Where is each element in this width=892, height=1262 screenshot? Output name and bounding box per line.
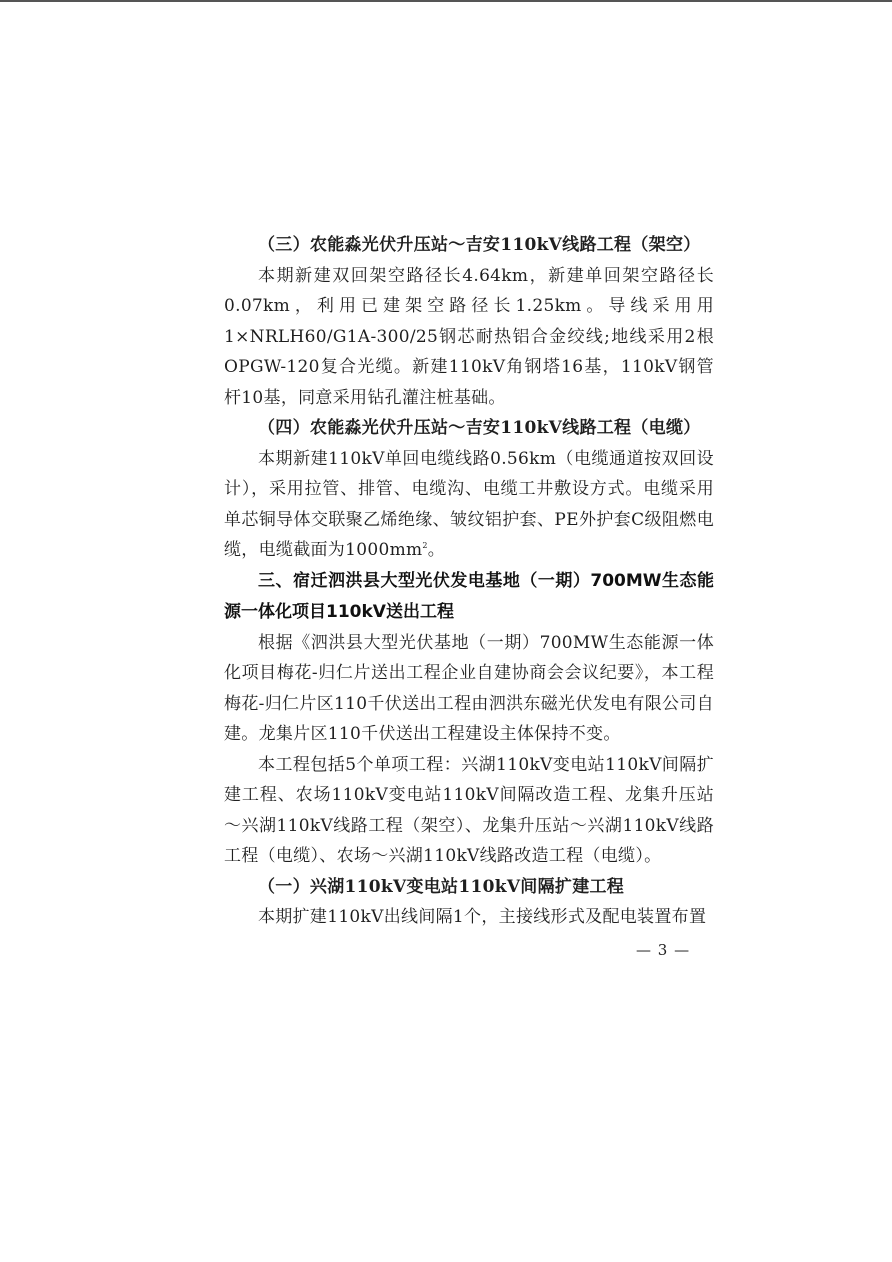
subheading-4: （四）农能淼光伏升压站～吉安110kV线路工程（电缆） (258, 418, 701, 438)
paragraph-meeting-minutes: 根据《泗洪县大型光伏基地（一期）700MW生态能源一体化项目梅花-归仁片送出工程企业自建协商会会议纪要》，本工程梅花-归仁片区110千伏送出工程由泗洪东磁光伏发电有限公司自建。龙集片区110千伏送出工程建设主体保持不变。 (224, 632, 714, 744)
cable-text: 本期新建110kV单回电缆线路0.56km（电缆通道按双回设计），采用拉管、排管、电缆沟、电缆工井敷设方式。电缆采用单芯铜导体交联聚乙烯绝缘、皱纹铝护套、PE外护套C级阻燃电缆，电缆截面为1000mm (224, 448, 714, 560)
page-number: — 3 — (636, 941, 691, 959)
page-top-edge (0, 0, 892, 2)
superscript-2: 2 (422, 541, 428, 550)
paragraph-cable-line (224, 444, 714, 566)
section-heading-3: 三、宿迁泗洪县大型光伏发电基地（一期）700MW生态能源一体化项目110kV送出工程 (224, 570, 714, 622)
paragraph-bay-expansion: 本期扩建110kV出线间隔1个，主接线形式及配电装置布置 (258, 907, 707, 927)
cable-tail: 。 (427, 540, 446, 560)
subheading-3: （三）农能淼光伏升压站～吉安110kV线路工程（架空） (258, 235, 701, 255)
paragraph-sub-projects: 本工程包括5个单项工程：兴湖110kV变电站110kV间隔扩建工程、农场110kV变电站110kV间隔改造工程、龙集升压站～兴湖110kV线路工程（架空）、龙集升压站～兴湖110kV线路工程（电缆）、农场～兴湖110kV线路改造工程（电缆）。 (224, 754, 714, 866)
paragraph-overhead-line: 本期新建双回架空路径长4.64km，新建单回架空路径长0.07km，利用已建架空路径长1.25km。导线采用用1×NRLH60/G1A-300/25钢芯耐热铝合金绞线;地线采用2根OPGW-120复合光缆。新建110kV角钢塔16基，110kV钢管杆10基，同意采用钻孔灌注桩基础。 (224, 265, 714, 408)
document-body (224, 230, 714, 933)
subheading-1: （一）兴湖110kV变电站110kV间隔扩建工程 (258, 876, 625, 897)
